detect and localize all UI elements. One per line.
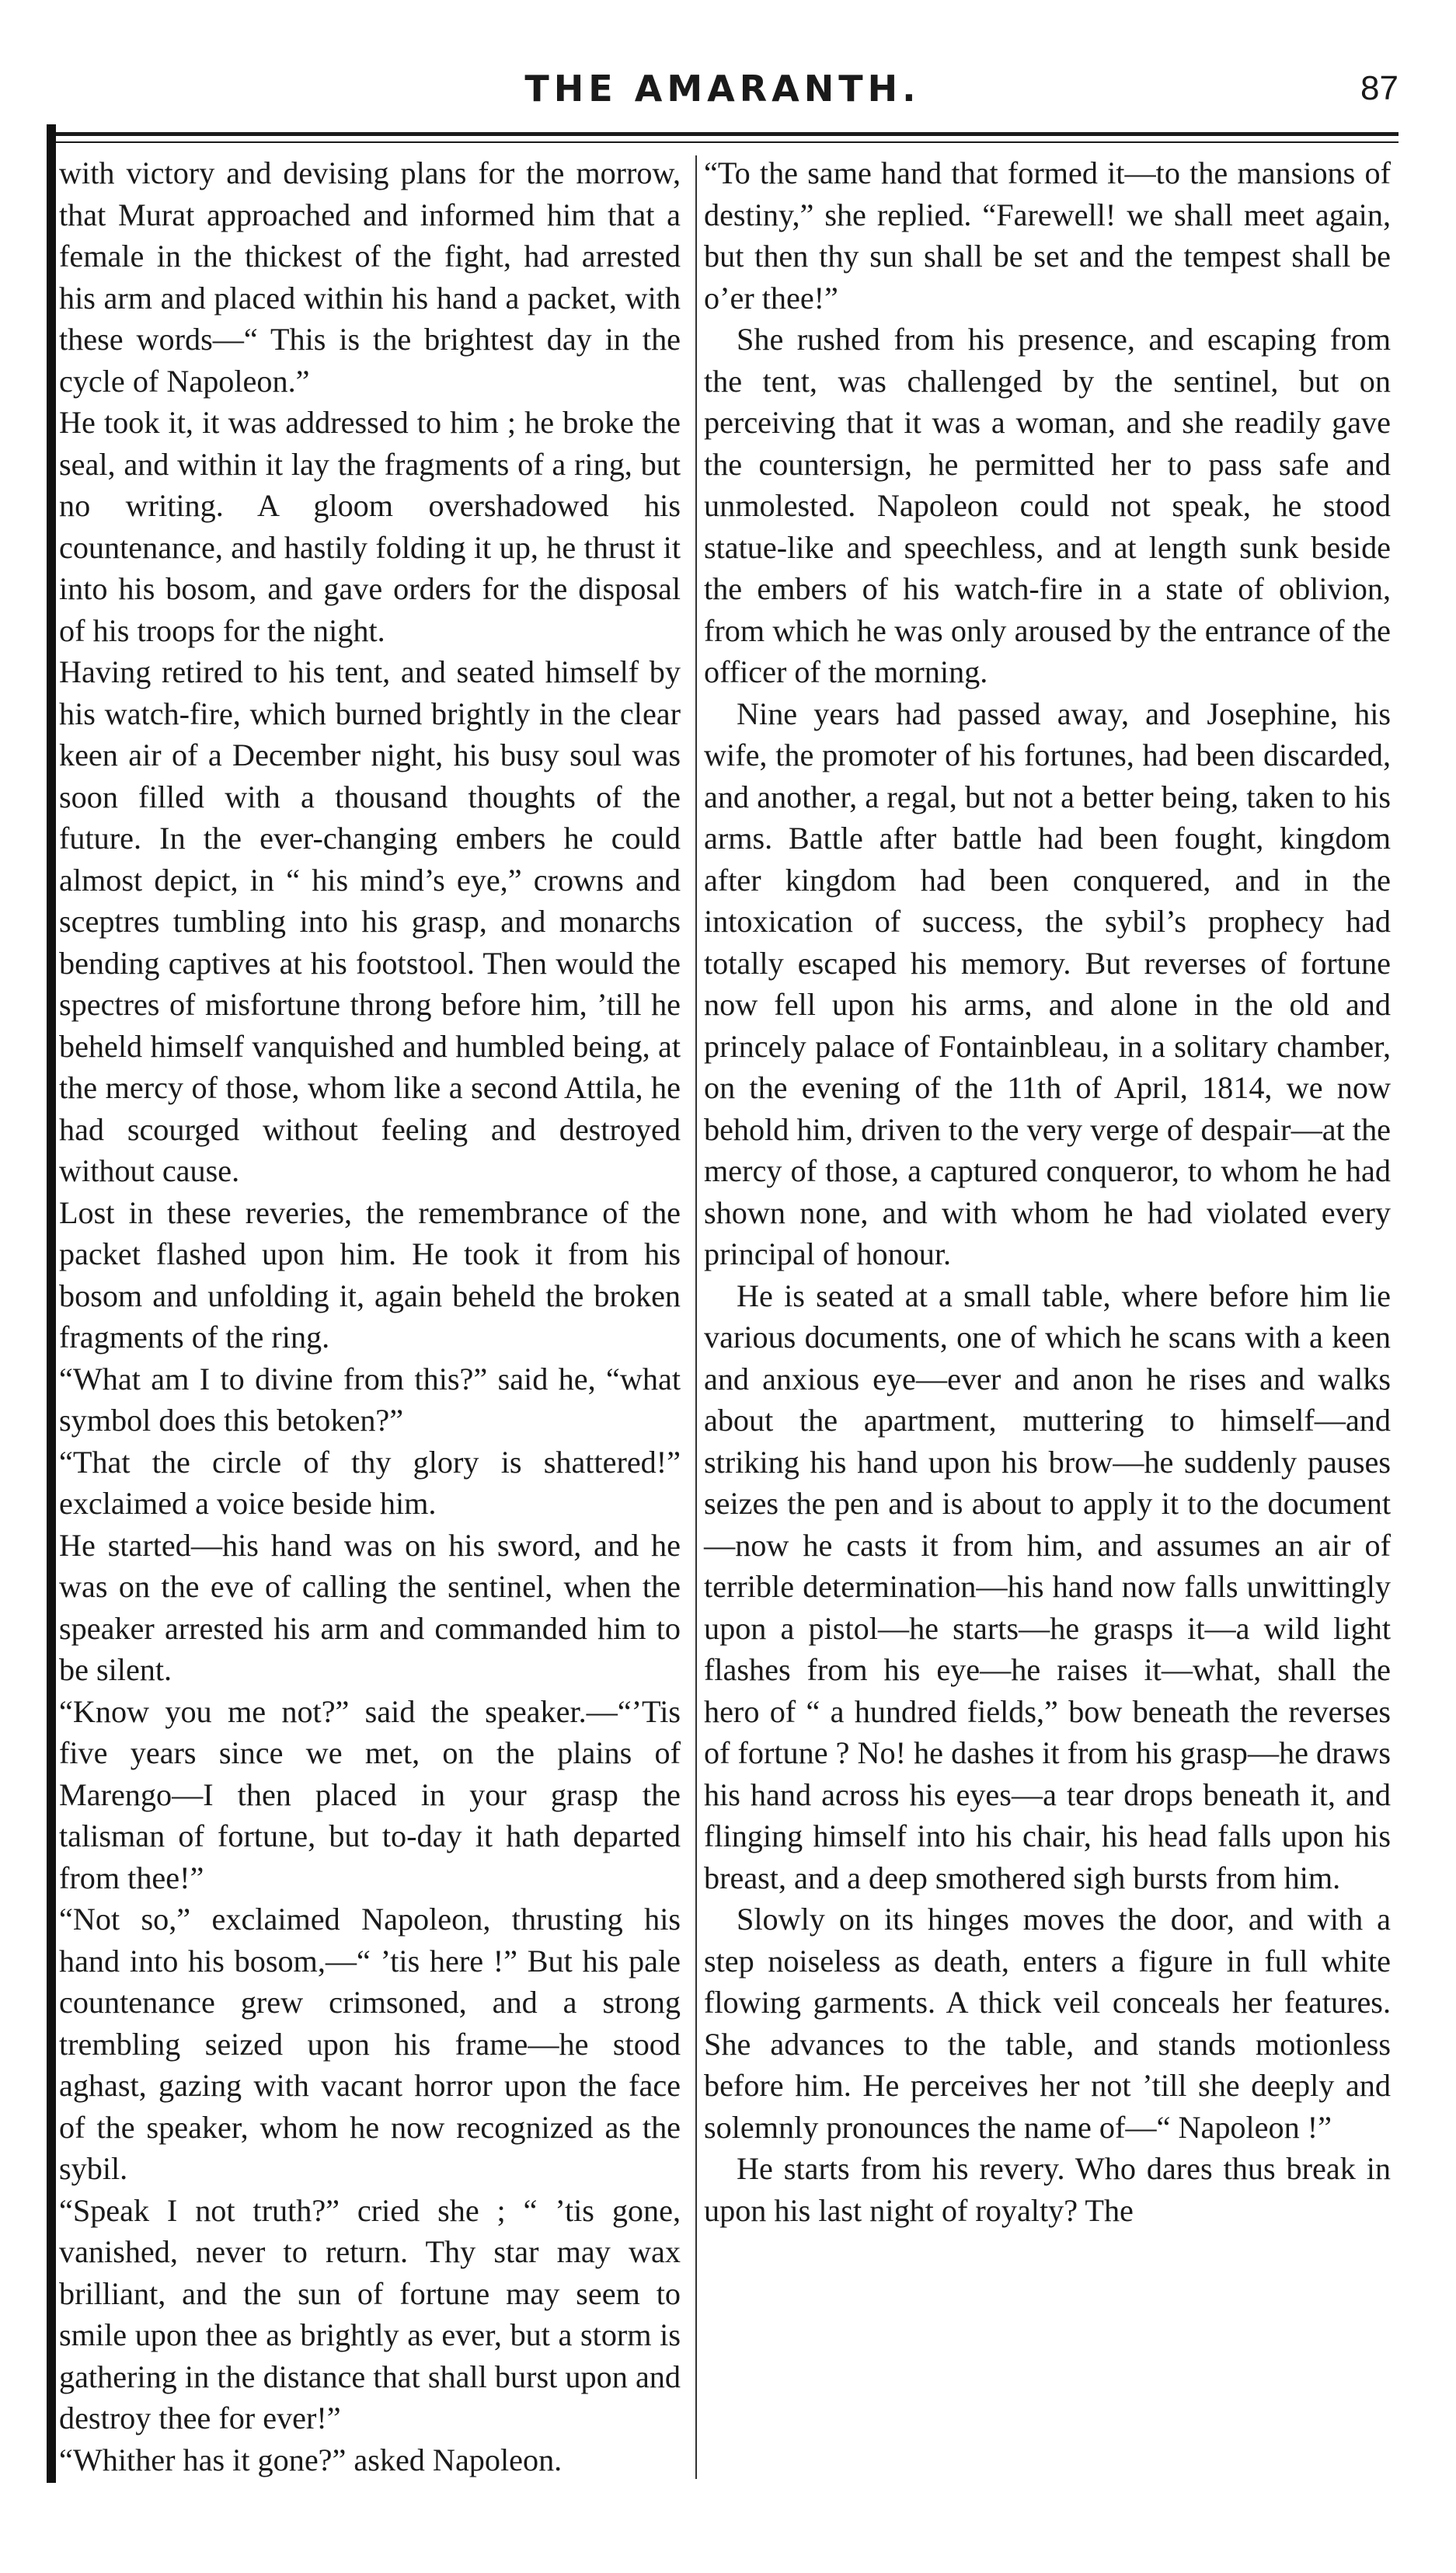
right-column bbox=[704, 152, 1391, 2231]
paragraph: Slowly on its hinges moves the door, and with a step noiseless as death, enters a figure in full white flowing garments. A thick veil conceals her features. She advances to the table, and stands motionless before him. He perceives her not ’till she deeply and solemnly pronounces the name of—“ Napoleon !” bbox=[704, 1902, 1391, 2145]
paragraph: He started—his hand was on his sword, and he was on the eve of calling the sentinel, when the speaker arrested his arm and commanded him to be silent. bbox=[59, 1527, 681, 1687]
page-header bbox=[47, 64, 1399, 134]
paragraph: “Whither has it gone?” asked Napoleon. bbox=[59, 2442, 563, 2477]
paragraph: Nine years had passed away, and Josephine, his wife, the promoter of his fortunes, had been discarded, and another, a regal, but not a better being, taken to his arms. Battle after battle had been fought, kingdom after kingdom had been conquered, and in the intoxication of success, the sybil’s prophecy had totally escaped his memory. But reverses of fortune now fell upon his arms, and alone in the old and princely palace of Fontainbleau, in a solitary chamber, on the evening of the 11th of April, 1814, we now behold him, driven to the very verge of despair—at the mercy of those, a captured conqueror, to whom he had shown none, and with whom he had violated every principal of honour. bbox=[704, 696, 1391, 1271]
page-number: 87 bbox=[1360, 69, 1399, 107]
running-title: THE AMARANTH. bbox=[524, 68, 921, 110]
paragraph: “Not so,” exclaimed Napoleon, thrusting his hand into his bosom,—“ ’tis here !” But his pale countenance grew crimsoned, and a strong trembling seized upon his frame—he stood aghast, gazing with vacant horror upon the face of the speaker, whom he now recognized as the sybil. bbox=[59, 1902, 681, 2186]
paragraph: Lost in these reveries, the remembrance of the packet flashed upon him. He took it from his bosom and unfolding it, again beheld the broken fragments of the ring. bbox=[59, 1194, 681, 1354]
binding-edge bbox=[47, 124, 56, 2483]
paragraph: “That the circle of thy glory is shattered!” exclaimed a voice beside him. bbox=[59, 1444, 681, 1521]
column-divider bbox=[695, 155, 697, 2479]
paragraph: He starts from his revery. Who dares thus break in upon his last night of royalty? The bbox=[704, 2151, 1391, 2228]
paragraph: He is seated at a small table, where before him lie various documents, one of which he scans with a keen and anxious eye—ever and anon he rises and walks about the apartment, muttering to himself—and striking his hand upon his brow—he suddenly pauses seizes the pen and is about to apply it to the document—now he casts it from him, and assumes an air of terrible determination—his hand now falls unwittingly upon a pistol—he starts—he grasps it—a wild light flashes from his eye—he raises it—what, shall the hero of “ a hundred fields,” bow beneath the reverses of fortune ? No! he dashes it from his grasp—he draws his hand across his eyes—a tear drops beneath it, and flinging himself into his chair, his head falls upon his breast, and a deep smothered sigh bursts from him. bbox=[704, 1278, 1391, 1895]
paragraph: with victory and devising plans for the morrow, that Murat approached and informed him that a female in the thickest of the fight, had arrested his arm and placed within his hand a packet, with these words—“ This is the brightest day in the cycle of Napoleon.” bbox=[59, 155, 681, 399]
paragraph: “Know you me not?” said the speaker.—“’Tis five years since we met, on the plains of Marengo—I then placed in your grasp the talisman of fortune, but to-day it hath departed from thee!” bbox=[59, 1693, 681, 1895]
paragraph: She rushed from his presence, and escaping from the tent, was challenged by the sentinel, but on perceiving that it was a woman, and she readily gave the countersign, he permitted her to pass safe and unmolested. Napoleon could not speak, he stood statue-like and speechless, and at length sunk beside the embers of his watch-fire in a state of oblivion, from which he was only aroused by the entrance of the officer of the morning. bbox=[704, 322, 1391, 689]
header-rule-thick bbox=[47, 132, 1399, 136]
paragraph: Having retired to his tent, and seated himself by his watch-fire, which burned brightly in the clear keen air of a December night, his busy soul was soon filled with a thousand thoughts of the future. In the ever-changing embers he could almost depict, in “ his mind’s eye,” crowns and sceptres tumbling into his grasp, and monarchs bending captives at his footstool. Then would the spectres of misfortune throng before him, ’till he beheld himself vanquished and humbled being, at the mercy of those, whom like a second Attila, he had scourged without feeling and destroyed without cause. bbox=[59, 654, 681, 1188]
left-column bbox=[59, 152, 681, 2481]
paragraph: “To the same hand that formed it—to the mansions of destiny,” she replied. “Farewell! we shall meet again, but then thy sun shall be set and the tempest shall be o’er thee!” bbox=[704, 155, 1391, 316]
header-rule-thin bbox=[47, 141, 1399, 143]
paragraph: “What am I to divine from this?” said he, “what symbol does this betoken?” bbox=[59, 1361, 681, 1438]
paragraph: He took it, it was addressed to him ; he broke the seal, and within it lay the fragments of a ring, but no writing. A gloom overshadowed his countenance, and hastily folding it up, he thrust it into his bosom, and gave orders for the disposal of his troops for the night. bbox=[59, 405, 681, 648]
paragraph: “Speak I not truth?” cried she ; “ ’tis gone, vanished, never to return. Thy star may wax brilliant, and the sun of fortune may seem to smile upon thee as brightly as ever, but a storm is gathering in the distance that shall burst upon and destroy thee for ever!” bbox=[59, 2192, 681, 2435]
